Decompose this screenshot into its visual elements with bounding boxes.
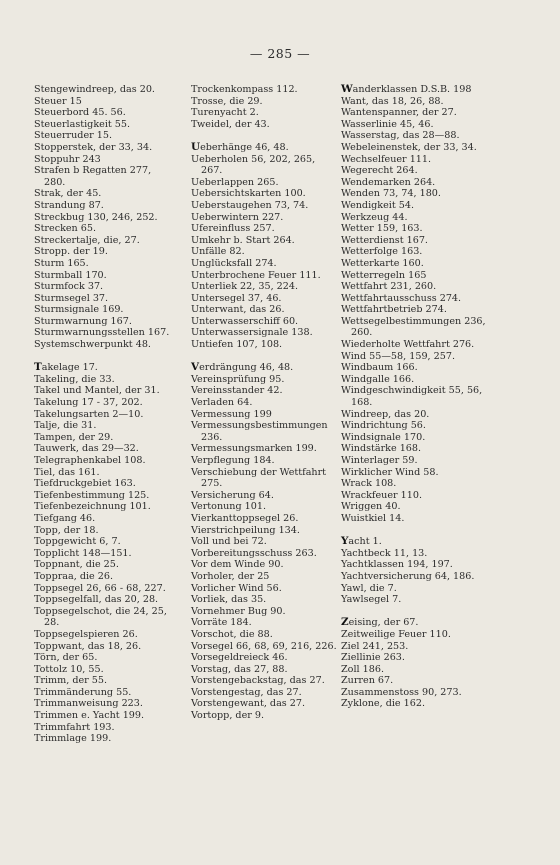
index-entry: Yawl, die 7. [341,582,397,594]
index-entry: Untersegel 37, 46. [191,292,282,304]
index-entry: Tiel, das 161. [34,466,100,478]
section-gap [34,351,174,363]
index-entry: Tiefenbezeichnung 101. [34,501,151,513]
index-entry: Ueberstaugehen 73, 74. [191,199,309,211]
index-entry: Törn, der 65. [34,652,98,664]
index-entry: Tampen, der 29. [34,431,114,443]
index-entry: Wettfahrt 231, 260. [341,281,437,293]
index-entry: Unterliek 22, 35, 224. [191,281,299,293]
index-entry: Systemschwerpunkt 48. [34,339,151,351]
index-column-3 [341,84,491,710]
index-entry: Telegraphenkabel 108. [34,455,146,466]
index-entry: Trimmanweisung 223. [34,698,143,710]
page-number: — 285 — [249,46,311,61]
index-entry: Verschiebung der Wettfahrt 275. [191,466,327,490]
index-entry: Toppnant, die 25. [34,559,119,571]
index-entry: Toppraa, die 26. [34,570,114,582]
section-gap [191,130,339,142]
index-entry: Vortopp, der 9. [191,710,265,722]
index-entry: Wettfahrtbetrieb 274. [341,304,447,316]
index-entry: Takelung 17 - 37, 202. [34,397,143,409]
index-entry: Wantenspanner, der 27. [341,107,457,119]
index-entry: Vereinsstander 42. [191,385,283,397]
index-entry: Vorräte 184. [191,617,252,629]
index-entry: Windgeschwindigkeit 55, 56, 168. [341,385,483,409]
index-entry: Wettsegelbestimmungen 236, 260. [341,315,486,339]
index-entry: Vermessungsbestimmungen 236. [191,420,328,443]
index-entry: Toppsegelspieren 26. [34,628,138,640]
index-entry: Vierstrichpeilung 134. [191,524,300,536]
section-gap [341,525,491,537]
index-entry: Wiederholte Wettfahrt 276. [341,339,475,351]
index-entry: Streckertalje, die, 27. [34,234,140,246]
index-entry: Tiefgang 46. [34,512,96,524]
index-entry: Vor dem Winde 90. [191,559,284,571]
index-entry: Vorliek, das 35. [191,594,267,606]
index-entry: Windreep, das 20. [341,408,430,420]
index-entry: Trimmänderung 55. [34,686,132,698]
index-column-1 [34,84,174,745]
index-entry: Stropp. der 19. [34,246,108,258]
index-entry: Vorschot, die 88. [191,628,273,640]
index-entry: Vorstag, das 27, 88. [191,663,288,675]
index-entry: Strak, der 45. [34,188,102,200]
index-entry: Takelungsarten 2—10. [34,408,144,420]
index-entry: Vorsegeldreieck 46. [191,652,288,664]
index-entry: Wetterdienst 167. [341,234,428,246]
index-entry: Wetter 159, 163. [341,223,423,235]
index-entry: Ziel 241, 253. [341,640,409,652]
index-entry: Wrackfeuer 110. [341,489,423,501]
index-entry: Stengewindreep, das 20. [34,84,155,95]
index-entry: Tauwerk, das 29—32. [34,443,139,455]
index-entry: Ueberwintern 227. [191,211,284,223]
index-entry: Toppsegelfall, das 20, 28. [34,594,159,606]
index-entry: Strecken 65. [34,223,97,235]
index-entry: Zeitweilige Feuer 110. [341,628,451,640]
index-entry: Sturmwarnung 167. [34,315,132,327]
index-entry: Unglücksfall 274. [191,257,277,269]
index-entry: Toppwant, das 18, 26. [34,640,142,652]
index-entry: Unterwassersignale 138. [191,327,313,339]
index-entry: Wasserlinie 45, 46. [341,118,434,130]
index-entry: Werkzeug 44. [341,211,408,223]
index-entry: Unterbrochene Feuer 111. [191,269,321,281]
index-entry: Windsignale 170. [341,431,426,443]
index-entry: Turenyacht 2. [191,107,259,119]
index-entry: Vorstengebackstag, das 27. [191,675,325,687]
index-entry: Ueberholen 56, 202, 265, 267. [191,153,316,177]
index-entry: Yacht 1. [341,535,382,548]
index-entry: Wrack 108. [341,478,397,490]
index-entry: Zeising, der 67. [341,616,419,629]
index-entry: Vermessung 199 [191,408,272,420]
index-entry: Uebersichtskarten 100. [191,188,306,200]
index-entry: Trosse, die 29. [191,95,263,107]
index-entry: Versicherung 64. [191,489,274,501]
index-entry: Vorsegel 66, 68, 69, 216, 226. [191,640,337,652]
index-entry: Vereinsprüfung 95. [191,373,285,385]
index-entry: Vorlicher Wind 56. [191,582,282,594]
index-entry: Vorstengewant, das 27. [191,698,306,710]
index-entry: Ziellinie 263. [341,652,405,664]
index-entry: Windrichtung 56. [341,420,426,432]
index-entry: Verpflegung 184. [191,455,275,466]
index-entry: Talje, die 31. [34,420,97,432]
index-entry: Wanderklassen D.S.B. 198 [341,83,472,95]
index-entry: Unfälle 82. [191,246,245,258]
index-entry: Steuerbord 45. 56. [34,107,126,119]
index-entry: Toppsegel 26, 66 - 68, 227. [34,582,166,594]
index-entry: Windstärke 168. [341,443,422,455]
index-entry: Tiefdruckgebiet 163. [34,478,136,490]
index-entry: Windbaum 166. [341,362,418,374]
index-entry: Zurren 67. [341,675,394,687]
index-entry: Wind 55—58, 159, 257. [341,350,456,362]
index-entry: Trimmfahrt 193. [34,721,115,733]
index-entry: Trockenkompass 112. [191,84,298,95]
index-entry: Wenden 73, 74, 180. [341,188,441,200]
index-entry: Unterwasserschiff 60. [191,315,299,327]
index-entry: Wuistkiel 14. [341,512,405,524]
index-entry: Wetterfolge 163. [341,246,423,258]
index-entry: Streckbug 130, 246, 252. [34,211,158,223]
index-entry: Vertonung 101. [191,501,267,513]
index-entry: Strandung 87. [34,199,104,211]
index-entry: Zoll 186. [341,663,384,675]
index-entry: Vornehmer Bug 90. [191,605,286,617]
index-entry: Wettfahrtausschuss 274. [341,292,462,304]
index-entry: Toppsegelschot, die 24, 25, 28. [34,605,167,629]
index-entry: Yachtklassen 194, 197. [341,559,453,571]
index-entry: Trimm, der 55. [34,675,108,687]
index-entry: Vierkanttoppsegel 26. [191,512,299,524]
index-entry: Wirklicher Wind 58. [341,466,439,478]
index-entry: Takel und Mantel, der 31. [34,385,160,397]
index-entry: Want, das 18, 26, 88. [341,95,444,107]
index-entry: Verladen 64. [191,397,253,409]
index-entry: Topp, der 18. [34,524,99,536]
index-entry: Strafen b Regatten 277, 280. [34,165,152,188]
index-entry: Vermessungsmarken 199. [191,443,317,455]
index-entry: Steuer 15 [34,95,82,107]
index-entry: Wendemarken 264. [341,176,436,188]
index-entry: Topplicht 148—151. [34,547,132,559]
index-entry: Unterwant, das 26. [191,304,285,316]
index-entry: Wriggen 40. [341,501,401,513]
index-entry: Steuerlastigkeit 55. [34,118,131,130]
index-entry: Voll und bei 72. [191,536,267,548]
index-entry: Stopperstek, der 33, 34. [34,141,153,153]
section-gap [191,351,339,363]
index-entry: Wetterregeln 165 [341,269,427,281]
index-entry: Winterlager 59. [341,455,418,466]
index-entry: Toppgewicht 6, 7. [34,536,121,548]
index-entry: Sturmfock 37. [34,281,104,293]
index-entry: Trimmen e. Yacht 199. [34,710,145,722]
index-column-2 [191,84,339,722]
index-entry: Umkehr b. Start 264. [191,234,295,246]
index-entry: Verdrängung 46, 48. [191,361,294,374]
section-gap [341,606,491,618]
index-entry: Wechselfeuer 111. [341,153,432,165]
index-entry: Webeleinenstek, der 33, 34. [341,141,477,153]
index-entry: Stoppuhr 243 [34,153,101,165]
index-entry: Ueberlappen 265. [191,176,279,188]
index-entry: Steuerruder 15. [34,130,113,142]
index-entry: Yachtbeck 11, 13. [341,547,428,559]
index-entry: Sturmwarnungsstellen 167. [34,327,170,339]
index-entry: Trimmlage 199. [34,733,112,745]
index-entry: Tiefenbestimmung 125. [34,489,150,501]
index-entry: Ufereinfluss 257. [191,223,275,235]
index-entry: Vorstengestag, das 27. [191,686,302,698]
index-entry: Untiefen 107, 108. [191,339,283,351]
index-entry: Tweidel, der 43. [191,118,270,130]
index-entry: Sturm 165. [34,257,89,269]
index-entry: Yachtversicherung 64, 186. [341,570,475,582]
index-entry: Zyklone, die 162. [341,698,425,710]
index-entry: Takelage 17. [34,361,98,374]
index-entry: Sturmsignale 169. [34,304,124,316]
index-entry: Windgalle 166. [341,373,415,385]
index-entry: Tottolz 10, 55. [34,663,104,675]
index-entry: Ueberhänge 46, 48. [191,140,289,153]
index-entry: Vorbereitungsschuss 263. [191,547,317,559]
index-entry: Yawlsegel 7. [341,594,402,606]
index-entry: Zusammenstoss 90, 273. [341,686,462,698]
index-entry: Sturmball 170. [34,269,107,281]
index-entry: Wetterkarte 160. [341,257,424,269]
index-entry: Wendigkeit 54. [341,199,415,211]
index-entry: Takeling, die 33. [34,373,115,385]
index-entry: Vorholer, der 25 [191,570,270,582]
index-entry: Sturmsegel 37. [34,292,109,304]
index-entry: Wasserstag, das 28—88. [341,130,460,142]
index-entry: Wegerecht 264. [341,165,418,177]
